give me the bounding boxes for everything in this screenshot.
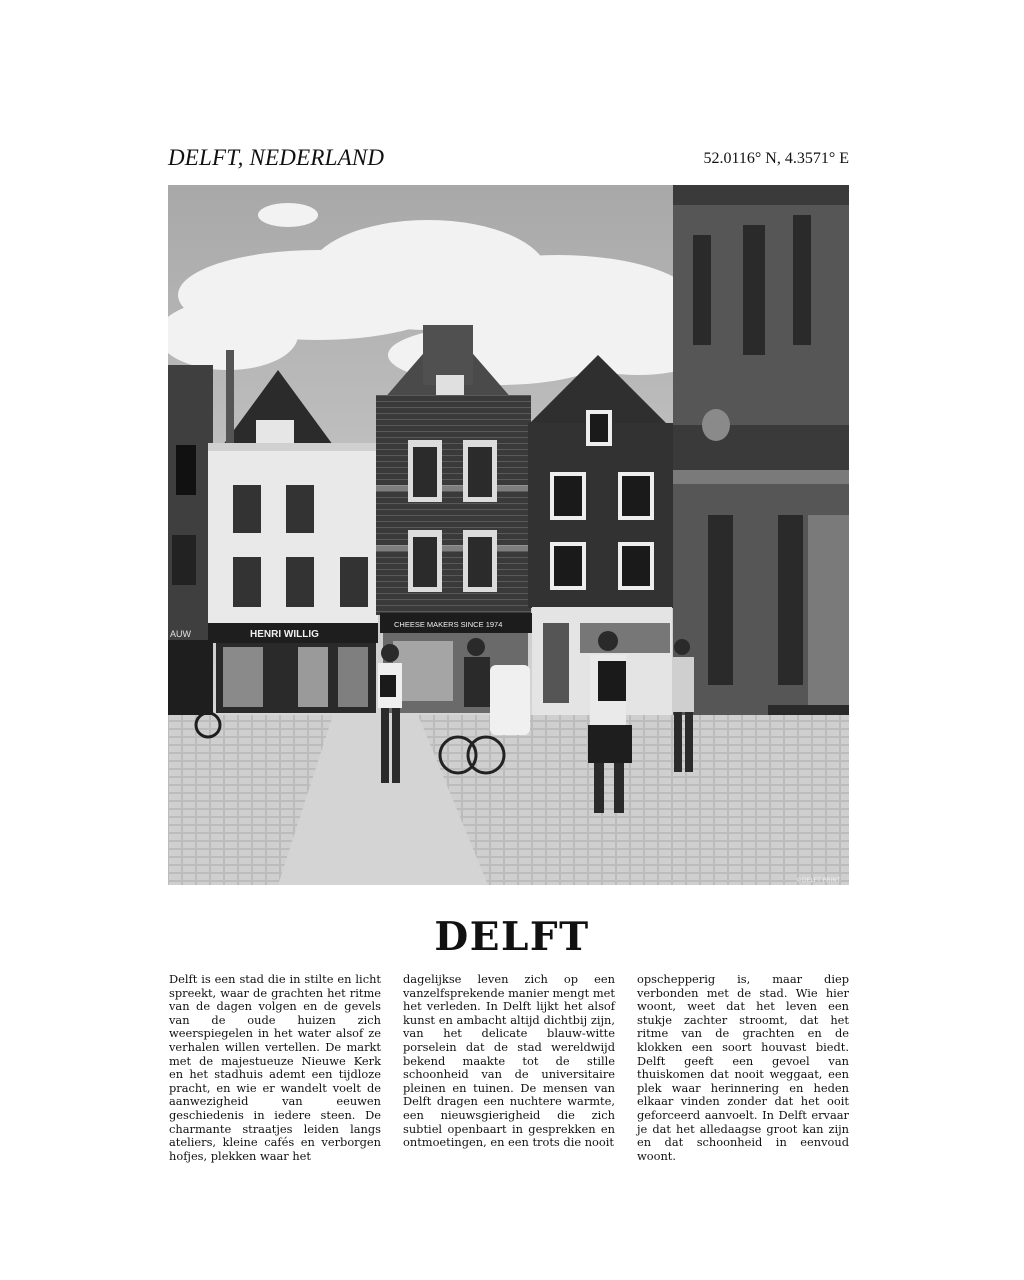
city-hall bbox=[673, 185, 849, 745]
side-sign: AUW bbox=[170, 629, 191, 639]
location-title: DELFT, NEDERLAND bbox=[168, 145, 385, 170]
text-column-3: opschepperig is, maar diep verbonden met de stad. Wie hier woont, weet dat het leven een stukje zachter stroomt, dat het ritme van de grachten en de klokken een soort houvast biedt. Delft geeft een gevoel van thuiskomen dat nooit weggaat, een plek waar herinnering en heden elkaar vinden zonder dat het ooit geforceerd aanvoelt. In Delft ervaar je dat het alledaagse groot kan zijn en dat schoonheid in eenvoud woont. bbox=[637, 972, 849, 1163]
body-text bbox=[169, 973, 849, 1163]
cobblestone-square bbox=[168, 715, 849, 885]
text-column-1: Delft is een stad die in stilte en licht spreekt, waar de grachten het ritme van de dagen volgen en de gevels van de oude huizen zich weerspiegelen in het water alsof ze verhalen willen vertellen. De markt met de majestueuze Nieuwe Kerk en het stadhuis ademt een tijdloze pracht, en wie er wandelt voelt de aanwezigheid van eeuwen geschiedenis in iedere steen. De charmante straatjes leiden langs ateliers, kleine cafés en verborgen hofjes, plekken waar het bbox=[169, 972, 381, 1163]
photo-watermark: ©DELFT PRINT bbox=[796, 877, 841, 884]
city-photo bbox=[168, 185, 849, 885]
page-title: DELFT bbox=[434, 914, 590, 960]
text-column-2: dagelijkse leven zich op een vanzelfsprekende manier mengt met het verleden. In Delft lijkt het alsof kunst en ambacht altijd dichtbij zijn, van het delicate blauw-witte porselein dat de stad wereldwijd bekend maakte tot de stille schoonheid van de universitaire pleinen en tuinen. De mensen van Delft dragen een nuchtere warmte, een nieuwsgierigheid die zich subtiel openbaart in gesprekken en ontmoetingen, en een trots die nooit bbox=[403, 972, 615, 1150]
shop-sign-henri-willig: HENRI WILLIG bbox=[250, 629, 319, 640]
shop-sign-cheese-makers: CHEESE MAKERS SINCE 1974 bbox=[394, 620, 503, 629]
white-car bbox=[490, 665, 530, 735]
coordinates: 52.0116° N, 4.3571° E bbox=[703, 150, 849, 167]
